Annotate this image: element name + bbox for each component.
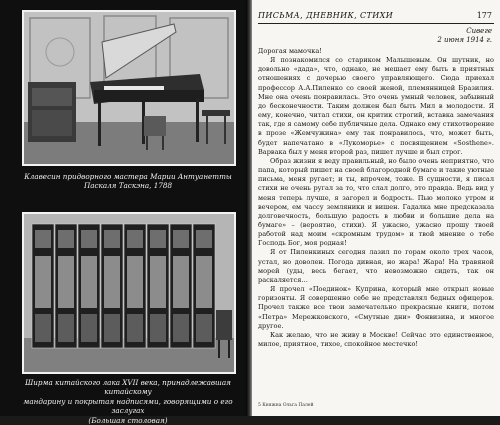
paragraph: Как желаю, что не живу в Москве! Сейчас это единственное, милое, приятное, тихое, спокойное местечко!	[258, 330, 494, 348]
paragraph: Образ жизни я веду правильный, но было очень неприятно, что папа, который пишет на своей благородной бумаге и такие уютные письма, меня ругает; и ты, впрочем, тоже. В сущности, я писал стихи не очень ругал за то, что слал долго, это правда. Ведь вид у меня теперь лучше, я загорел и бодрость. Пью молоко утром и вечером, ем чассу земляники и вишен. Гадалка мне предсказала долговечность, большую радость в любви и большие дела на бумаге» – (вероятно, стихи). Я ужасно, ужасно прошу твоей работой над моим «скромным трудом» и твой мнение о тебе Господь Бог, моя родная!	[258, 156, 494, 248]
left-page	[0, 0, 248, 425]
header-rule	[258, 23, 494, 24]
paragraph: Я прочел «Поединок» Куприна, который мне открыл новые горизонты. Я совершенно себе не представлял бедных офицеров. Прочел также все твои замечательно прекрасные книги, потом «Петра» Мережковского, «Смутные дни» Фонвизина, и многое другое.	[258, 285, 494, 330]
caption-line: Ширма китайского лака XVII века, принадлежавшая китайскому	[25, 378, 231, 397]
right-page	[252, 0, 500, 416]
lacquer-screen-photo	[22, 212, 236, 374]
running-head	[258, 11, 494, 23]
caption-line: Клавесин придворного мастера Марии Антуанетты	[24, 172, 232, 181]
dateline-date: 2 июня 1914 г.	[437, 36, 492, 44]
paragraph: Я познакомился со стариком Малышевым. Он шутник, но довольно «дада», что, однако, не мешает ему быть в приятных отношениях с дочерью своего управляющего. Сюда приехал профессор А.А.Пиленко со своей женой, племянницей Бразилия. Мне она очень понравилась. Это очень умный человек, забывный до бесконечности. Таким должен был быть Мил в молодости. Я ему, конечно, читал стихи, он критик строгий, вставка замечания так, где я самому себе публичные дела. Однако ему стихотворение в прозе «Жемчужина» ему так понравилось, что, может быть, будет напечатано в «Лукоморье» с посвящением «Sosthene». Варвака был у меня второй раз, пишет лучше и был строг.	[258, 56, 494, 156]
dateline-place: Сивеге	[466, 27, 492, 35]
caption-line: Паскаля Таскэна, 1788	[83, 181, 173, 191]
signature-footer: 5 Княжна Ольга Палей	[258, 403, 314, 408]
harpsichord-illustration	[24, 12, 234, 164]
screen-caption	[10, 378, 246, 425]
running-title: ПИСЬМА, ДНЕВНИК, СТИХИ	[258, 11, 394, 20]
harpsichord-caption	[10, 172, 246, 191]
lacquer-screen-illustration	[24, 214, 234, 372]
caption-line: (Большая столовая)	[88, 415, 168, 425]
letter-dateline	[372, 27, 492, 45]
letter-greeting: Дорогая мамочка!	[258, 47, 322, 55]
harpsichord-photo	[22, 10, 236, 166]
letter-body	[258, 47, 494, 349]
paragraph: Я от Пиленкиных сегодня лазил по горам около трех часов, устал, но доволен. Погода дивная, но жара! Жара! На травяной морей (уды, весь бегает, что невозможно сидеть, так он раскаляется…	[258, 248, 494, 284]
caption-line: мандарину и покрытая надписями, говорящими о его заслугах	[23, 396, 233, 416]
page-number: 177	[476, 11, 492, 20]
